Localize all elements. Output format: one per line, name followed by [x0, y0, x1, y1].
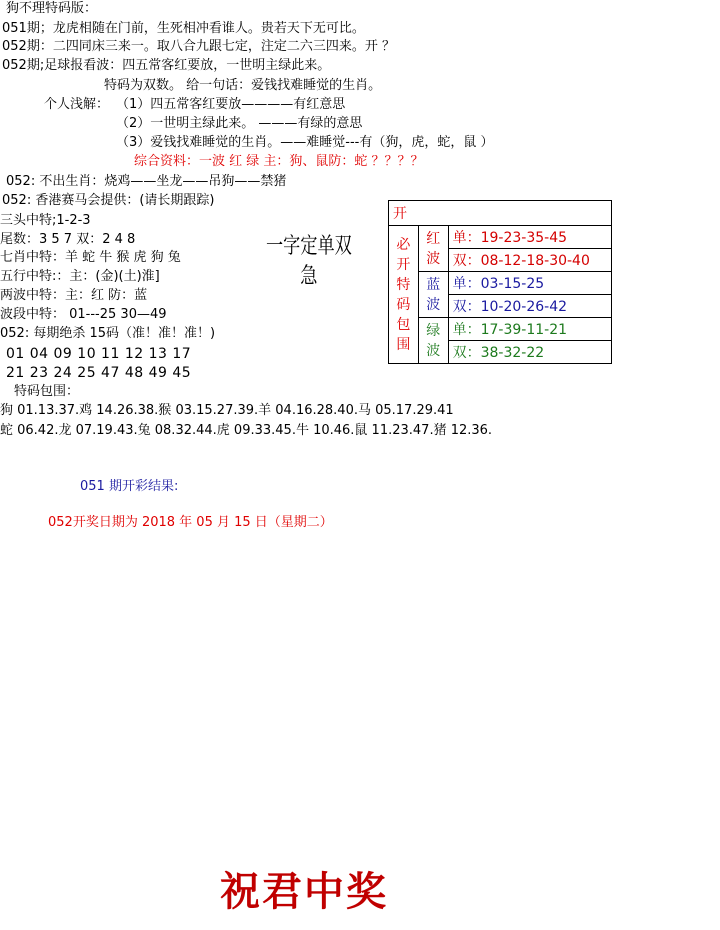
big-title-line: 一字定单双	[266, 234, 352, 259]
line-prefix: 052期：	[2, 39, 53, 54]
green-dan: 单：17-39-11-21	[448, 318, 611, 341]
stat-line: 五行中特:：主：(金)(土)淮]	[0, 269, 160, 284]
zodiac-row: 蛇 06.42.龙 07.19.43.兔 08.32.44.虎 09.33.45.牛 10.46.鼠 11.23.47.猪 12.36.	[0, 423, 493, 438]
jie-item-1: （1）四五常客红要放————有红意思	[116, 97, 346, 112]
stat-line: 052: 每期绝杀 15码（准！准！准！)	[0, 326, 216, 341]
stat-line: 七肖中特：羊 蛇 牛 猴 虎 狗 兔	[0, 250, 181, 265]
footer-blessing: 祝君中奖	[220, 868, 388, 915]
result-label: 051 期开彩结果:	[80, 479, 179, 494]
line-prefix: 052期;	[2, 58, 45, 73]
red-shuang: 双：08-12-18-30-40	[448, 249, 611, 272]
line-prefix: 051期；	[2, 21, 53, 36]
blue-shuang: 双：10-20-26-42	[448, 295, 611, 318]
wave-green: 绿 波	[418, 318, 448, 364]
line-text: 龙虎相随在门前，生死相冲看谁人。贵若天下无可比。	[52, 21, 365, 36]
draw-date: 052开奖日期为 2018 年 05 月 15 日（星期二）	[48, 515, 333, 530]
big-title-line: 急	[300, 264, 318, 289]
prediction-line-052b	[2, 57, 330, 75]
prediction-line-051	[2, 20, 365, 38]
blue-dan: 单：03-15-25	[448, 272, 611, 295]
tema-baowei: 特码包围：	[14, 384, 80, 399]
number-row: 01 04 09 10 11 12 13 17	[6, 346, 192, 362]
wave-blue: 蓝 波	[418, 272, 448, 318]
stat-line: 尾数：3 5 7 双：2 4 8	[0, 232, 136, 247]
jie-title: 个人浅解：	[44, 97, 110, 112]
jie-item-2: （2）一世明主绿此来。 ———有绿的意思	[116, 116, 363, 131]
prediction-line-052a	[2, 38, 395, 56]
green-shuang: 双：38-32-22	[448, 341, 611, 364]
box-kai: 开	[389, 201, 612, 226]
number-row: 21 23 24 25 47 48 49 45	[6, 365, 192, 381]
zodiac-row: 狗 01.13.37.鸡 14.26.38.猴 03.15.27.39.羊 04.16.28.40.马 05.17.29.41	[0, 403, 454, 418]
line-text: 足球报看波：四五常客红要放，一世明主绿此来。	[44, 58, 331, 73]
big-title	[266, 232, 352, 292]
line-text: 二四同床三来一。取八合九跟七定，注定二六三四来。开 ？	[52, 39, 395, 54]
tema-box	[388, 200, 612, 364]
not-appearing: 052: 不出生肖：烧鸡——坐龙——吊狗——禁猪	[6, 174, 287, 189]
tema-hint: 特码为双数。 给一句话：爱钱找难睡觉的生肖。	[104, 78, 382, 93]
hk-provider: 052: 香港赛马会提供：(请长期跟踪)	[2, 193, 215, 208]
page-header: 狗不理特码版：	[6, 1, 98, 16]
stat-line: 三头中特;1-2-3	[0, 213, 91, 228]
stat-line: 两波中特：主：红 防：蓝	[0, 288, 148, 303]
wave-red: 红 波	[418, 226, 448, 272]
stat-line: 波段中特： 01---25 30—49	[0, 307, 167, 322]
summary: 综合资料：一波 红 绿 主：狗、鼠防：蛇 ？？？？	[134, 154, 424, 169]
box-side-label: 必 开 特 码 包 围	[389, 226, 419, 364]
jie-item-3: （3）爱钱找难睡觉的生肖。——难睡觉---有（狗，虎，蛇，鼠 ）	[116, 135, 494, 150]
red-dan: 单：19-23-35-45	[448, 226, 611, 249]
